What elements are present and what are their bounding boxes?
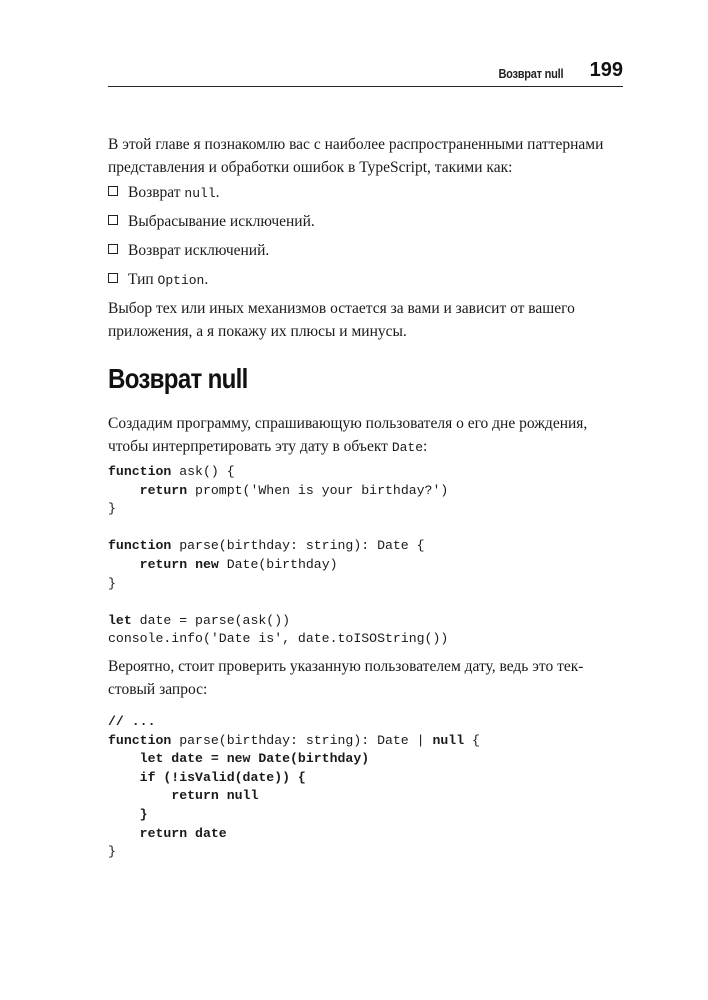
code-line: let date = parse(ask()) [108,612,291,628]
choice-line-2: приложения, а я покажу их плюсы и минусы. [108,323,407,340]
page-number: 199 [589,59,623,81]
intro-line-2: представления и обработки ошибок в TypeScript, такими как: [108,159,513,176]
list-item-suffix: . [215,184,220,201]
section-intro-paragraph [108,412,623,459]
list-item [108,182,220,204]
list-item-code: Option [157,273,205,288]
inline-code: Date [391,440,424,455]
list-item [108,269,208,291]
intro-paragraph [108,133,623,179]
code-line: return prompt('When is your birthday?') [139,482,449,498]
code-line: function parse(birthday: string): Date | null { [108,732,480,748]
code-line: // ... [108,714,156,729]
middle-line-2: стовый запрос: [108,681,208,698]
list-item-code: null [184,186,216,201]
choice-paragraph [108,297,623,343]
code-line: } [108,844,116,860]
list-item-text: Выбрасывание исключений. [128,213,315,230]
list-item [108,240,269,262]
code-line: if (!isValid(date)) { [139,769,306,785]
middle-paragraph [108,655,623,701]
section-intro-line-2: чтобы интерпретировать эту дату в объект Date: [108,438,428,455]
code-block-2 [108,713,623,862]
section-intro-line-1: Создадим программу, спрашивающую пользователя о его дне рождения, [108,415,588,432]
code-line: return null [171,788,259,804]
section-heading: Возврат null [108,363,248,394]
checkbox-bullet-icon [108,186,118,196]
code-line: return date [139,825,227,841]
list-item-text: Тип [128,271,158,288]
code-line [108,519,623,538]
code-line: } [139,806,148,822]
checkbox-bullet-icon [108,273,118,283]
list-item-text: Возврат [128,184,185,201]
list-item-text: Возврат исключений. [128,242,270,259]
intro-line-1: В этой главе я познакомлю вас с наиболее распространенными паттернами [108,136,604,153]
code-block-1 [108,463,623,649]
running-header [108,58,623,87]
code-line [108,593,623,612]
list-item-suffix: . [204,271,209,288]
code-line: } [108,501,116,517]
checkbox-bullet-icon [108,244,118,254]
checkbox-bullet-icon [108,215,118,225]
choice-line-1: Выбор тех или иных механизмов остается за вами и зависит от вашего [108,300,575,317]
middle-line-1: Вероятно, стоит проверить указанную пользователем дату, ведь это тек- [108,658,584,675]
list-item [108,211,315,233]
code-line: let date = new Date(birthday) [139,751,370,767]
running-header-title: Возврат null [498,66,563,81]
code-line: } [108,575,116,591]
code-line: console.info('Date is', date.toISOString()) [108,631,449,647]
code-line: function ask() { [108,464,235,479]
code-line: function parse(birthday: string): Date { [108,538,425,554]
code-line: return new Date(birthday) [139,556,338,572]
